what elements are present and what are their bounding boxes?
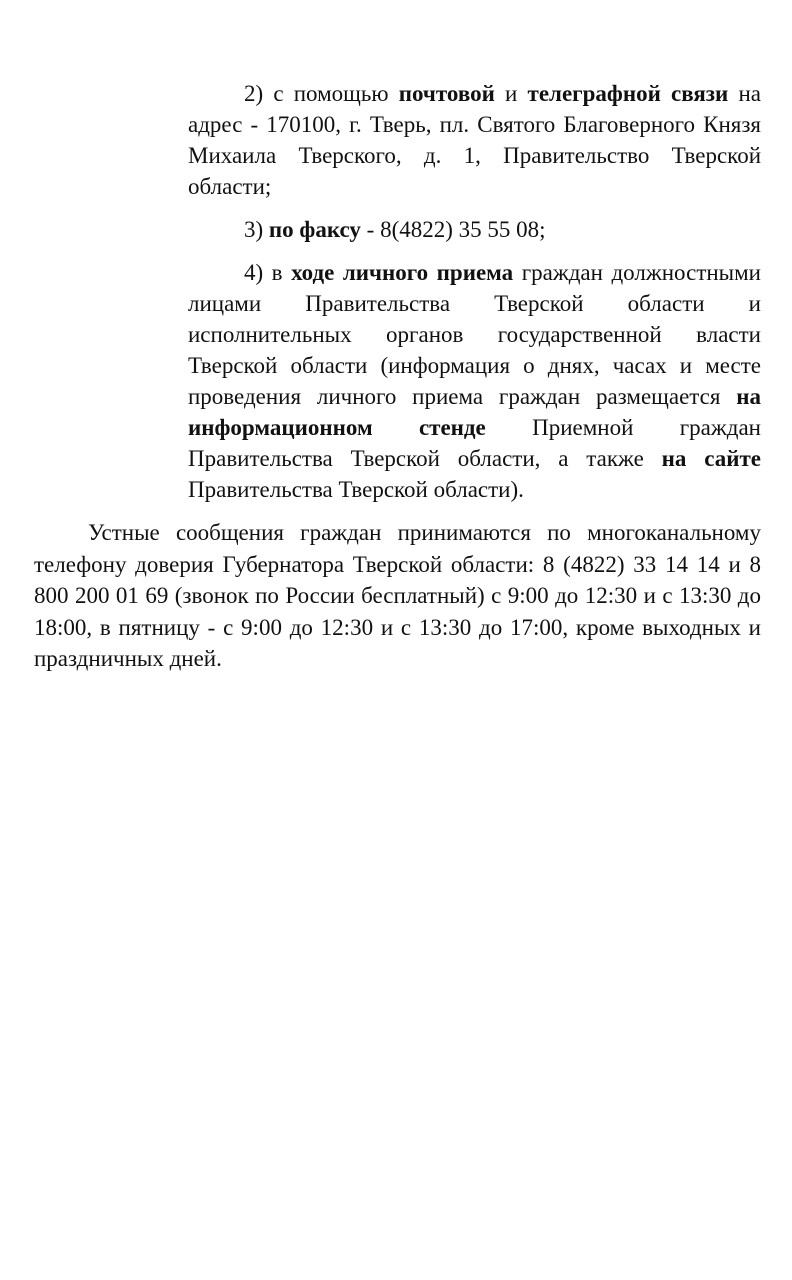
list-item-postal: [188, 78, 761, 202]
item-text: и: [494, 81, 528, 106]
fax-number: - 8(4822) 35 55 08;: [360, 217, 546, 242]
item-text: 3): [244, 217, 269, 242]
list-item-personal-reception: [188, 257, 761, 505]
item-text: граждан должностными лицами Правительства Тверской области и исполнительных органов государственной власти Тверской области (информация о днях, часах и месте проведения личного приема граждан размещается: [188, 260, 761, 409]
list-item-fax: [188, 214, 761, 245]
bold-postal: почтовой: [398, 81, 495, 106]
bold-info-stand: на информационном стенде: [188, 384, 761, 440]
bold-personal-reception: ходе личного приема: [291, 260, 514, 285]
contact-methods-list: [188, 78, 761, 517]
bold-fax: по факсу: [268, 217, 361, 242]
item-text: Правительства Тверской области).: [188, 477, 524, 502]
item-text: Приемной граждан Правительства Тверской области, а также: [188, 415, 761, 471]
item-text: 4) в: [244, 260, 292, 285]
bold-website: на сайте: [661, 446, 762, 471]
oral-messages-paragraph: Устные сообщения граждан принимаются по многоканальному телефону доверия Губернатора Тверской области: 8 (4822) 33 14 14 и 8 800 200 01 69 (звонок по России бесплатный) с 9:00 до 12:30 и с 13:30 до 18:00, в пятницу - с 9:00 до 12:30 и с 13:30 до 17:00, кроме выходных и праздничных дней.: [34, 520, 761, 671]
oral-messages-block: [34, 517, 761, 675]
bold-telegraph: телеграфной связи: [527, 81, 729, 106]
item-text: 2) с помощью: [244, 81, 399, 106]
address-text: на адрес - 170100, г. Тверь, пл. Святого Благоверного Князя Михаила Тверского, д. 1, Правительство Тверской области;: [188, 81, 761, 199]
